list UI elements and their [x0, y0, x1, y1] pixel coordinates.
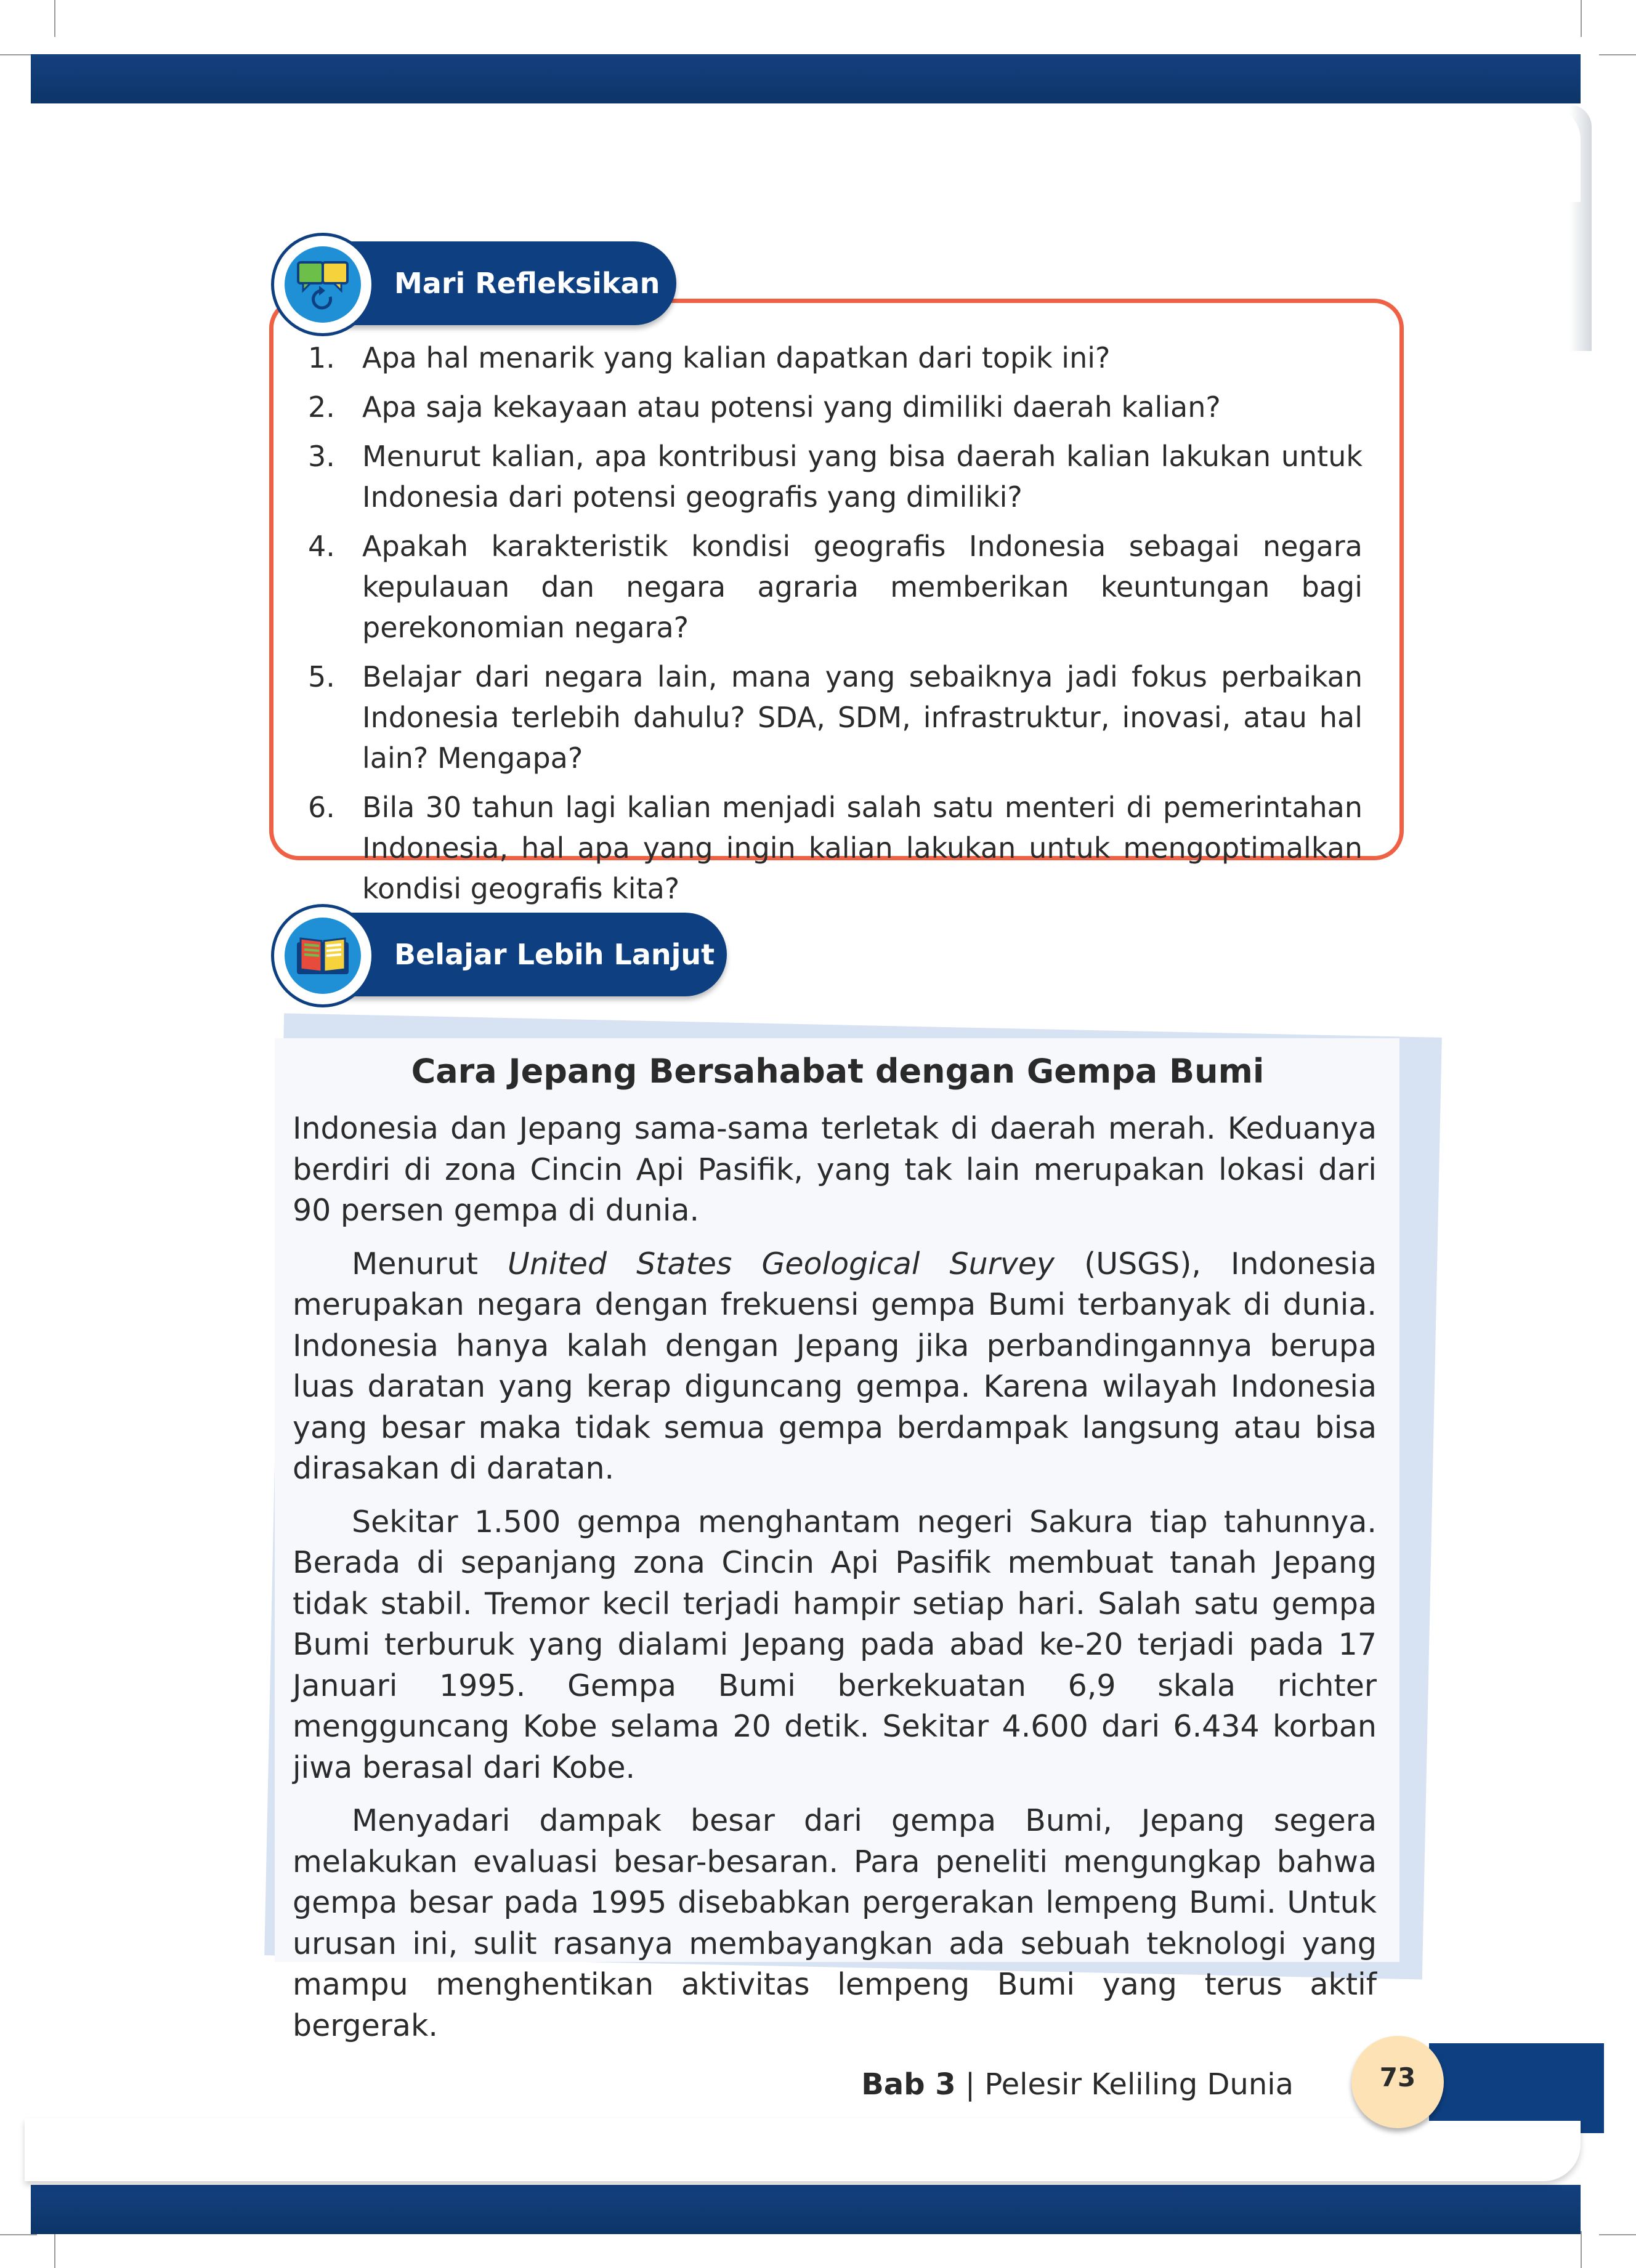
crop-mark [1581, 2231, 1582, 2268]
article-title: Cara Jepang Bersahabat dengan Gempa Bumi [411, 1052, 1265, 1091]
list-item [308, 787, 1363, 909]
list-item [308, 436, 1363, 517]
chapter-number: Bab 3 [861, 2067, 956, 2102]
question-text: Apa saja kekayaan atau potensi yang dimiliki daerah kalian? [362, 390, 1221, 424]
reflect-icon [285, 246, 361, 323]
crop-mark [1599, 2234, 1636, 2235]
page-number: 73 [1351, 2036, 1444, 2128]
question-text: Belajar dari negara lain, mana yang sebaiknya jadi fokus perbaikan Indonesia terlebih dahulu? SDA, SDM, infrastruktur, inovasi, atau hal lain? Mengapa? [362, 660, 1363, 775]
footer-separator: | [955, 2067, 985, 2102]
learn-icon [285, 918, 361, 994]
further-learning-icon-badge [271, 904, 375, 1007]
list-item [308, 387, 1363, 427]
article-text: Menurut [352, 1246, 508, 1281]
article-paragraph [293, 1244, 1377, 1490]
list-number: 1. [308, 341, 335, 374]
top-band [31, 54, 1581, 103]
further-learning-heading: Belajar Lebih Lanjut [394, 938, 715, 971]
crop-mark [0, 2234, 37, 2235]
list-number: 3. [308, 440, 335, 473]
reflection-question-list [308, 337, 1363, 918]
article-body [293, 1108, 1377, 2059]
list-item [308, 656, 1363, 778]
question-text: Bila 30 tahun lagi kalian menjadi salah satu menteri di pemerintahan Indonesia, hal apa yang ingin kalian lakukan untuk mengoptimalkan kondisi geografis kita? [362, 791, 1363, 905]
list-item [308, 337, 1363, 378]
question-text: Apakah karakteristik kondisi geografis Indonesia sebagai negara kepulauan dan negara agraria memberikan keuntungan bagi perekonomian negara? [362, 530, 1363, 644]
page-sheet-bottom [25, 2118, 1581, 2181]
reflection-heading: Mari Refleksikan [394, 267, 660, 300]
page-sheet-top [25, 103, 1581, 202]
list-item [308, 526, 1363, 648]
running-footer [801, 2064, 1294, 2105]
question-text: Apa hal menarik yang kalian dapatkan dari topik ini? [362, 341, 1111, 374]
list-number: 6. [308, 791, 335, 824]
article-italic-text: United States Geological Survey [508, 1246, 1055, 1281]
footer-tab-overlay [1429, 2043, 1604, 2121]
question-text: Menurut kalian, apa kontribusi yang bisa daerah kalian lakukan untuk Indonesia dari potensi geografis yang dimiliki? [362, 440, 1363, 514]
list-number: 5. [308, 660, 335, 693]
crop-mark [54, 0, 55, 37]
article-paragraph: Indonesia dan Jepang sama-sama terletak di daerah merah. Keduanya berdiri di zona Cincin Api Pasifik, yang tak lain merupakan lokasi dari 90 persen gempa di dunia. [293, 1111, 1377, 1228]
article-paragraph: Sekitar 1.500 gempa menghantam negeri Sakura tiap tahunnya. Berada di sepanjang zona Cincin Api Pasifik membuat tanah Jepang tidak stabil. Tremor kecil terjadi hampir setiap hari. Salah satu gempa Bumi terburuk yang dialami Jepang pada abad ke-20 terjadi pada 17 Januari 1995. Gempa Bumi berkekuatan 6,9 skala richter mengguncang Kobe selama 20 detik. Sekitar 4.600 dari 6.434 korban jiwa berasal dari Kobe. [293, 1504, 1377, 1785]
bottom-band [31, 2185, 1581, 2234]
reflection-icon-badge [271, 233, 375, 336]
book-icon [285, 918, 361, 994]
article-paragraph: Menyadari dampak besar dari gempa Bumi, Jepang segera melakukan evaluasi besar-besaran. Para peneliti mengungkap bahwa gempa besar pada 1995 disebabkan pergerakan lempeng Bumi. Untuk urusan ini, sulit rasanya membayangkan ada sebuah teknologi yang mampu menghentikan aktivitas lempeng Bumi yang terus aktif bergerak. [293, 1803, 1377, 2043]
speech-notes-icon [285, 246, 361, 323]
list-number: 4. [308, 530, 335, 563]
crop-mark [54, 2231, 55, 2268]
chapter-title: Pelesir Keliling Dunia [984, 2067, 1294, 2102]
article-text: (USGS), Indonesia merupakan negara dengan frekuensi gempa Bumi terbanyak di dunia. Indonesia hanya kalah dengan Jepang jika perbandingannya berupa luas daratan yang kerap diguncang gempa. Karena wilayah Indonesia yang besar maka tidak semua gempa berdampak langsung atau bisa dirasakan di daratan. [293, 1246, 1377, 1486]
list-number: 2. [308, 390, 335, 424]
crop-mark [1599, 54, 1636, 55]
crop-mark [1581, 0, 1582, 37]
